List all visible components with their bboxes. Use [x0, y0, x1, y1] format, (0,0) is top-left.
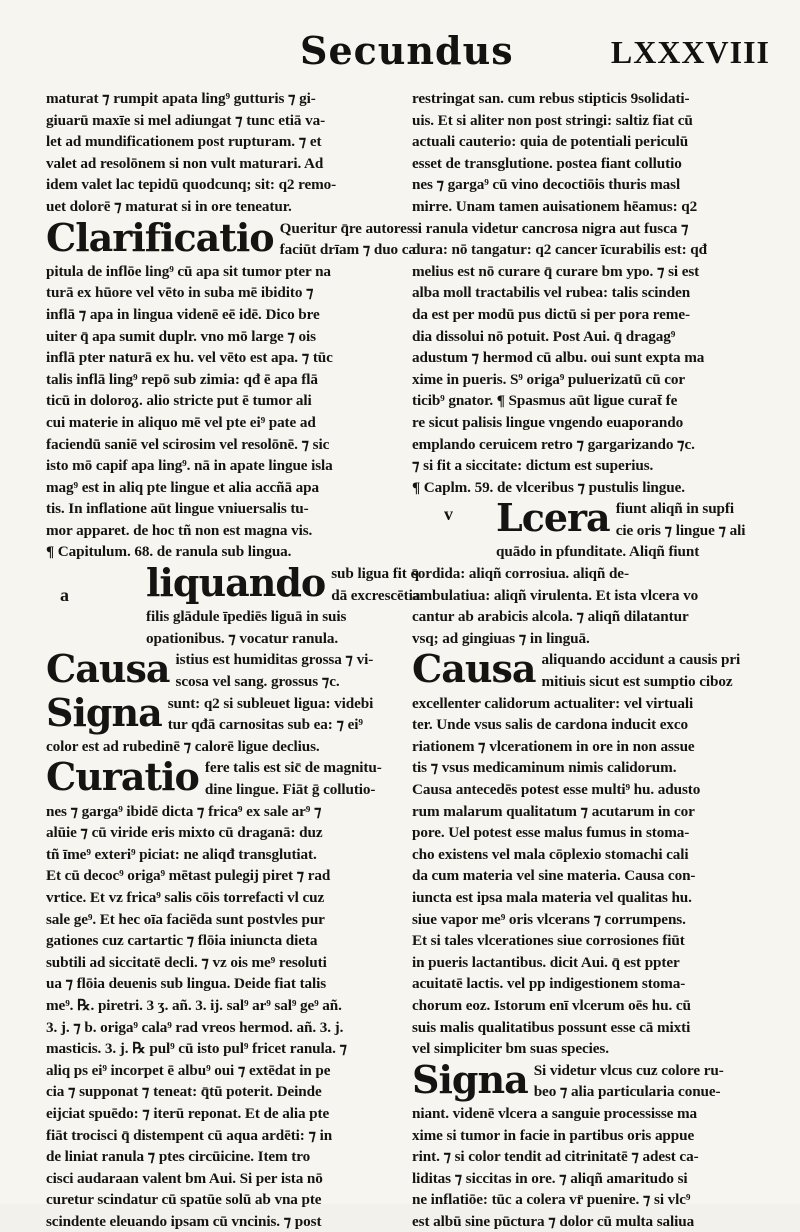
right-column — [412, 88, 762, 1232]
section-clarificatio — [46, 214, 416, 542]
section-heading: Signa — [46, 689, 162, 735]
text-line: re sicut palisis lingue vngendo euaporando — [412, 413, 684, 431]
section-ulcera — [412, 495, 762, 649]
text-line: fiāt trocisci q̄ distempent cū aqua ardēti: ⁊ in — [46, 1126, 333, 1144]
section-curatio — [46, 754, 386, 1232]
text-line: uis. Et si aliter non post stringi: saltiz fiat cū — [412, 111, 693, 129]
text-line: pore. Uel potest esse malus fumus in stoma- — [412, 824, 690, 842]
text-line: suis malis qualitatibus possunt esse cā mixti — [412, 1018, 691, 1036]
text-line: pitula de inflōe ling⁹ cū apa sit tumor pter na — [46, 262, 331, 280]
text-line: sunt: q2 si subleuet ligua: videbi — [167, 694, 374, 712]
text-line: talis inflā ling⁹ repō sub zimia: qđ ē apa flā — [46, 370, 318, 388]
text-line: de liniat ranula ⁊ ptes circūicine. Item tro — [46, 1148, 311, 1166]
text-line: dine lingue. Fiāt ḡ collutio- — [204, 781, 376, 798]
text-line: fere talis est sic̄ de magnitu- — [204, 759, 382, 777]
section-heading: liquando — [146, 560, 326, 606]
text-line: ter. Unde vsus salis de cardona inducit exco — [412, 716, 689, 734]
text-line: faciendū saniē vel scirosim vel resolōnē. ⁊ sic — [46, 435, 330, 453]
text-line: sale ge⁹. Et hec oīa faciēda sunt postvles pur — [46, 910, 325, 928]
text-line: cia ⁊ supponat ⁊ teneat: q̄tū poterit. Deinde — [46, 1083, 322, 1101]
text-line: vsq; ad gingiuas ⁊ in linguā. — [412, 629, 590, 647]
text-line: Queritur q̄re autores — [279, 219, 413, 237]
text-line: vel simpliciter bm suas species. — [412, 1040, 609, 1058]
text-line: color est ad rubedinē ⁊ calorē ligue declius. — [46, 737, 320, 755]
text-line: beo ⁊ alia particularia conue- — [533, 1083, 721, 1101]
text-line: cisci audaraan valent bm Aui. Si per ista nō — [46, 1169, 323, 1187]
text-line: let ad mundificationem post rupturam. ⁊ et — [46, 133, 322, 151]
section-heading: Curatio — [46, 754, 199, 800]
text-line: melius est nō curare q̄ curare bm ypo. ⁊ si est — [412, 262, 700, 280]
text-line: niant. videnē vlcera a sanguie processisse ma — [412, 1104, 698, 1122]
text-line: cho existens vel mala cōplexio stomachi cali — [412, 845, 689, 863]
text-line: inflā pter naturā ex hu. vel vēto est apa. ⁊ tūc — [46, 349, 333, 367]
section-signa — [46, 689, 386, 758]
text-line: tis. In inflatione aūt lingue vniuersalis tu- — [46, 500, 309, 518]
text-line: cui materie in aliquo mē vel pte ei⁹ pate ad — [46, 413, 316, 431]
text-line: nes ⁊ garga⁹ cū vino decoctiōis thuris masl — [412, 176, 681, 194]
text-line: restringat san. cum rebus stipticis 9solidati- — [412, 90, 690, 107]
text-line: cie oris ⁊ lingue ⁊ ali — [615, 521, 746, 539]
text-line: in pueris lactantibus. dicit Aui. q̄ est ppter — [412, 953, 680, 971]
text-line: si ranula videtur cancrosa nigra aut fusca ⁊ — [412, 219, 689, 237]
text-line: ua ⁊ flōia deuenis sub lingua. Deide fiat talis — [46, 975, 327, 993]
text-line: xime in pueris. S⁹ origa⁹ puluerizatū cū cor — [412, 370, 686, 388]
chapter-heading: ¶ Caplm. 59. de vlceribus ⁊ pustulis lingue. — [412, 478, 685, 496]
text-line: filis glādule īpediēs liguā in suis — [146, 608, 347, 626]
text-line: excellenter calidorum actualiter: vel virtuali — [412, 694, 694, 712]
section-heading: Clarificatio — [46, 214, 274, 260]
text-line: alba moll tractabilis vel rubea: talis scinden — [412, 284, 691, 302]
text-line: uet dolorē ⁊ maturat si in ore teneatur. — [46, 197, 292, 215]
folio-number: LXXXVIII — [610, 34, 770, 70]
text-line: me⁹. ℞. piretri. 3 ʒ. añ. 3. ij. sal⁹ ar⁹ sal⁹ ge⁹ añ. — [46, 996, 342, 1014]
text-line: istius est humiditas grossa ⁊ vi- — [175, 651, 374, 669]
text-line: maturat ⁊ rumpit apata ling⁹ gutturis ⁊ gi- — [46, 90, 316, 107]
text-line: chorum eoz. Istorum enī vlcerum oēs hu. cū — [412, 996, 691, 1014]
left-column — [46, 88, 421, 1232]
text-line: mitiuis sicut est sumptio ciboz — [541, 673, 733, 691]
section-heading: Signa — [412, 1056, 528, 1102]
text-line: aliq ps ei⁹ incorpet ē albu⁹ oui ⁊ extēdat in pe — [46, 1061, 331, 1079]
text-line: scindente eleuando ipsam cū vncinis. ⁊ post — [46, 1212, 322, 1230]
text-line: Causa antecedēs potest esse multi⁹ hu. adusto — [412, 781, 701, 798]
text-line: giuarū maxīe si mel adiungat ⁊ tunc etiā va- — [46, 111, 326, 129]
text-line: sub ligua fit q̄ — [331, 565, 419, 583]
text-line: rum malarum qualitatum ⁊ acutarum in cor — [412, 802, 695, 820]
text-line: Si videtur vlcus cuz colore ru- — [533, 1061, 724, 1079]
text-line: quādo in pfunditate. Aliqñ fiunt — [496, 543, 700, 561]
running-title: Secundus — [300, 28, 514, 73]
text-line: curetur scindatur cū spatūe solū ab vna pte — [46, 1191, 322, 1209]
text-line: dā excrescētia — [331, 586, 421, 604]
text-line: siue vapor me⁹ oris vlcerans ⁊ corrumpens. — [412, 910, 686, 928]
section-heading: Lcera — [496, 495, 610, 541]
text-line: adustum ⁊ hermod cū albu. oui sunt expta ma — [412, 349, 705, 367]
text-line: mirre. Unam tamen auisationem hēamus: q2 — [412, 197, 698, 215]
text-line: Et cū decoc⁹ origa⁹ mētast pulegij piret ⁊ rad — [46, 867, 331, 885]
text-line: ambulatiua: aliqñ virulenta. Et ista vlcera vo — [412, 586, 699, 604]
text-line: iuncta est ipsa mala materia vel qualitas hu. — [412, 888, 692, 906]
text-line: sordida: aliqñ corrosiua. aliqñ de- — [412, 565, 629, 583]
text-line: cantur ab arabicis alcola. ⁊ aliqñ dilatantur — [412, 608, 689, 626]
right-intro — [412, 88, 762, 477]
chapter-heading: ¶ Capitulum. 68. de ranula sub lingua. — [46, 543, 292, 561]
text-line: acuitatē lactis. vel pp indigestionem stoma- — [412, 975, 686, 993]
text-line: gationes cuz cartartic ⁊ flōia iniuncta dieta — [46, 932, 318, 950]
text-line: liditas ⁊ siccitas in ore. ⁊ aliqñ amaritudo si — [412, 1169, 688, 1187]
text-line: valet ad resolōnem si non vult maturari. Ad — [46, 154, 324, 172]
text-line: da cum materia vel sine materia. Causa con- — [412, 867, 696, 885]
text-line: ticū in doloroᵹ. alio stricte put ē tumor ali — [46, 392, 312, 410]
text-line: fiunt aliqñ in supfi — [615, 500, 734, 518]
text-line: alūie ⁊ cū viride eris mixto cū draganā: duz — [46, 824, 323, 842]
text-line: ticib⁹ gnator. ¶ Spasmus aūt ligue curat̄ fe — [412, 392, 678, 410]
text-line: ne inflatiōe: tūc a colera vr̄ puenire. ⁊ si vlc⁹ — [412, 1191, 691, 1209]
text-line: aliquando accidunt a causis pri — [541, 651, 741, 669]
section-causa-right — [412, 646, 762, 1059]
text-line: dia dissolui nō potuit. Post Aui. q̄ dragag⁹ — [412, 327, 676, 345]
section-aliquando — [46, 560, 421, 649]
initial-letter: v — [444, 504, 453, 525]
text-line: mor apparet. de hoc tñ non est magna vis. — [46, 521, 313, 539]
running-head — [300, 28, 770, 74]
text-line: vrtice. Et vz frica⁹ salis cōis torrefacti vl cuz — [46, 888, 325, 906]
text-line: masticis. 3. j. ℞ pul⁹ cū isto pul⁹ fricet ranula. ⁊ — [46, 1040, 347, 1058]
text-line: tur qđā carnositas sub ea: ⁊ ei⁹ — [167, 716, 363, 734]
text-line: uiter q̄ apa sumit duplr. vno mō large ⁊ ois — [46, 327, 316, 345]
text-line: 3. j. ⁊ b. origa⁹ cala⁹ rad vreos hermod. añ. 3. j. — [46, 1018, 344, 1036]
initial-letter: a — [60, 585, 69, 606]
text-line: mag⁹ est in aliq pte lingue et alia accñā apa — [46, 478, 320, 496]
text-line: xime si tumor in facie in partibus oris appue — [412, 1126, 695, 1144]
text-line: subtili ad siccitatē decli. ⁊ vz ois me⁹ resoluti — [46, 953, 327, 971]
text-line: esset de transglutione. postea fiant collutio — [412, 154, 682, 172]
text-line: Et si tales vlcerationes siue corrosiones fiūt — [412, 932, 685, 950]
text-line: isto mō capif apa ling⁹. nā in apate lingue isla — [46, 457, 333, 475]
text-line: tis ⁊ vsus medicaminum nimis calidorum. — [412, 759, 677, 777]
text-line: idem valet lac tepidū quodcunq; sit: q2 remo- — [46, 176, 337, 194]
left-intro — [46, 88, 386, 218]
text-line: est albū sine pūctura ⁊ dolor cū multa saliua — [412, 1212, 695, 1230]
text-line: emplando ceruicem retro ⁊ gargarizando ⁊c. — [412, 435, 695, 453]
section-causa — [46, 646, 386, 692]
text-line: da est per modū pus dictū si per pora reme- — [412, 305, 690, 323]
section-heading: Causa — [46, 646, 170, 692]
text-line: rint. ⁊ si color tendit ad citrinitatē ⁊ adest ca- — [412, 1148, 699, 1166]
text-line: tñ īme⁹ exteri⁹ piciat: ne aliqđ transglutiat. — [46, 845, 317, 863]
text-line: nes ⁊ garga⁹ ibidē dicta ⁊ frica⁹ ex sale ar⁹ ⁊ — [46, 802, 322, 820]
text-line: ⁊ si fit a siccitate: dictum est superius. — [412, 457, 654, 475]
text-line: actuali cauterio: quia de potentiali periculū — [412, 133, 689, 151]
text-line: inflā ⁊ apa in lingua videnē eē idē. Dico bre — [46, 305, 320, 323]
section-heading: Causa — [412, 646, 536, 692]
text-line: eijciat spuēdo: ⁊ iterū reponat. Et de alia pte — [46, 1104, 330, 1122]
text-line: faciūt drīam ⁊ duo ca — [279, 241, 416, 259]
text-line: riationem ⁊ vlcerationem in ore in non assue — [412, 737, 695, 755]
text-line: opationibus. ⁊ vocatur ranula. — [146, 629, 339, 647]
text-line: dura: nō tangatur: q2 cancer īcurabilis est: qđ — [412, 241, 707, 259]
text-line: turā ex hūore vel vēto in suba mē ibidito ⁊ — [46, 284, 314, 302]
text-line: scosa vel sang. grossus ⁊c. — [175, 673, 340, 691]
section-signa-right — [412, 1056, 762, 1232]
